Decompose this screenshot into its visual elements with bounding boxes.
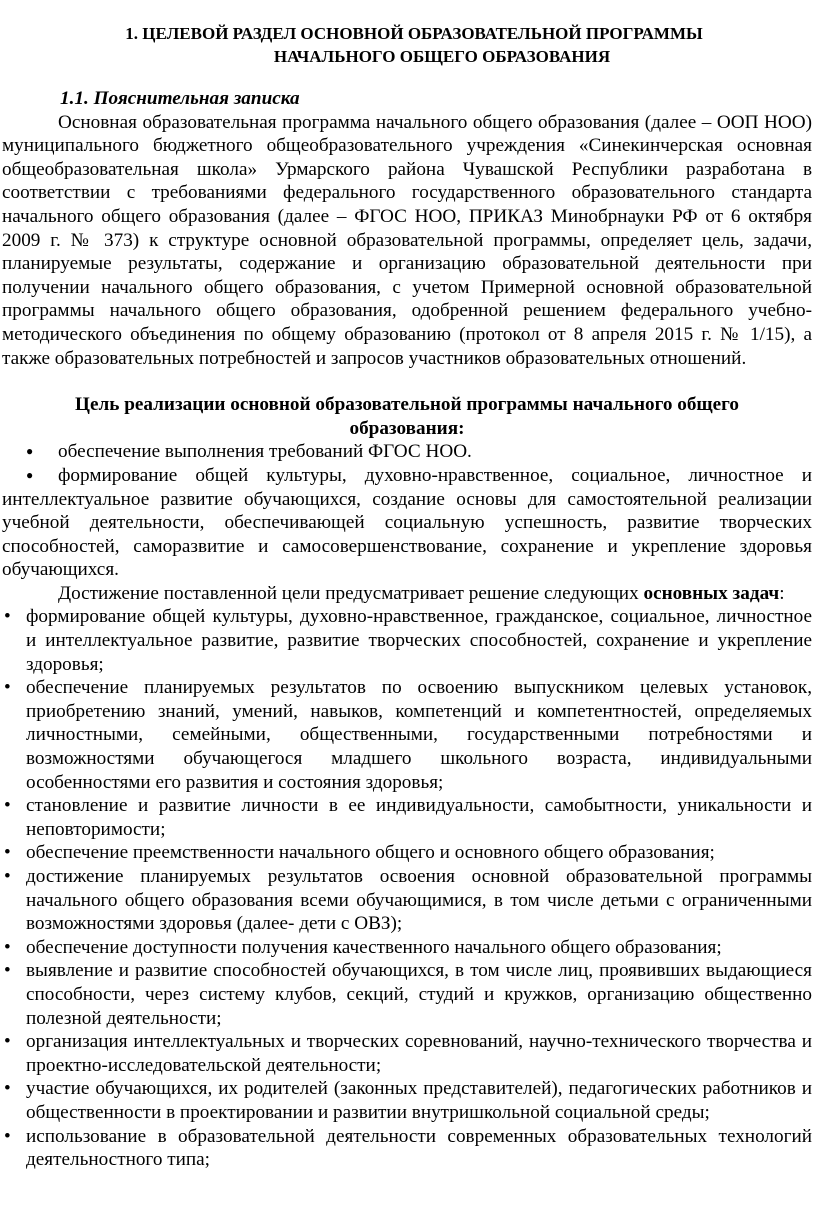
task-item-text: достижение планируемых результатов освоения основной образовательной программы начального общего образования всеми обучающимися, в том числе детьми с ограниченными возможностями здоровья (далее- дети с ОВЗ); (26, 866, 812, 935)
list-item (2, 794, 812, 841)
bullet-icon: • (4, 1125, 11, 1147)
goal-item-text: формирование общей культуры, духовно-нравственное, социальное, личностное и интеллектуальное развитие обучающихся, создание основы для самостоятельной реализации учебной деятельности, обеспечивающей социальную успешность, развитие творческих способностей, саморазвитие и самосовершенствование, сохранение и укрепление здоровья обучающихся. (2, 464, 812, 581)
list-item (2, 1030, 812, 1077)
list-item (2, 464, 812, 582)
goal-list (2, 440, 812, 582)
task-item-text: обеспечение доступности получения качественного начального общего образования; (26, 936, 722, 958)
list-item (2, 936, 812, 960)
list-item (2, 841, 812, 865)
task-item-text: организация интеллектуальных и творческих соревнований, научно-технического творчества и проектно-исследовательской деятельности; (26, 1031, 812, 1076)
task-item-text: обеспечение преемственности начального общего и основного общего образования; (26, 842, 715, 864)
section-title-line-1: 1. ЦЕЛЕВОЙ РАЗДЕЛ ОСНОВНОЙ ОБРАЗОВАТЕЛЬНОЙ ПРОГРАММЫ (125, 24, 703, 43)
bullet-icon: • (4, 960, 11, 982)
task-item-text: становление и развитие личности в ее индивидуальности, самобытности, уникальности и неповторимости; (26, 795, 812, 840)
bullet-icon: • (4, 1078, 11, 1100)
list-item (2, 1077, 812, 1124)
task-list (2, 605, 812, 1171)
bullet-icon: • (4, 842, 11, 864)
tasks-intro-bold: основных задач (643, 582, 780, 604)
task-item-text: участие обучающихся, их родителей (законных представителей), педагогических работников и общественности в проектировании и развитии внутришкольной социальной среды; (26, 1078, 812, 1123)
bullet-icon: • (4, 1031, 11, 1053)
task-item-text: формирование общей культуры, духовно-нравственное, гражданское, социальное, личностное и интеллектуальное развитие, развитие творческих способностей, сохранение и укрепление здоровья; (26, 606, 812, 675)
list-item (2, 605, 812, 676)
bullet-icon: ● (26, 444, 34, 459)
bullet-icon: • (4, 866, 11, 887)
bullet-icon: • (4, 677, 11, 699)
tasks-intro (2, 582, 812, 606)
task-item-text: выявление и развитие способностей обучающихся, в том числе лиц, проявивших выдающиеся способности, через систему клубов, секций, студий и кружков, организацию общественно полезной деятельности; (26, 960, 812, 1029)
tasks-intro-text: Достижение поставленной цели предусматривает решение следующих (58, 582, 644, 604)
bullet-icon: • (4, 606, 11, 628)
section-title-line-2: НАЧАЛЬНОГО ОБЩЕГО ОБРАЗОВАНИЯ (273, 47, 611, 66)
list-item (2, 1125, 812, 1172)
goal-item-text: обеспечение выполнения требований ФГОС НОО. (58, 441, 472, 463)
goal-heading: Цель реализации основной образовательной программы начального общего образования: (75, 394, 739, 439)
task-item-text: обеспечение планируемых результатов по освоению выпускником целевых установок, приобретению знаний, умений, навыков, компетенций и компетентностей, определяемых личностными, семейными, общественными, государственными потребностями и возможностями обучающегося младшего школьного возраста, индивидуальными особенностями его развития и состояния здоровья; (26, 677, 812, 793)
bullet-icon: • (4, 936, 11, 958)
list-item (2, 440, 812, 464)
intro-paragraph: Основная образовательная программа начального общего образования (далее – ООП НОО) муниципального бюджетного общеобразовательного учреждения «Синекинчерская основная общеобразовательная школа» Урмарского района Чувашской Республики разработана в соответствии с требованиями федерального государственного образовательного стандарта начального общего образования (далее – ФГОС НОО, ПРИКАЗ Минобрнауки РФ от 6 октября 2009 г. № 373) к структуре основной образовательной программы, определяет цель, задачи, планируемые результаты, содержание и организацию образовательной деятельности при получении начального общего образования, с учетом Примерной основной образовательной программы начального общего образования, одобренной решением федерального учебно-методического объединения по общему образованию (протокол от 8 апреля 2015 г. № 1/15), а также образовательных потребностей и запросов участников образовательных отношений. (2, 111, 812, 369)
list-item (2, 959, 812, 1030)
tasks-intro-end: : (779, 582, 785, 604)
list-item (2, 676, 812, 794)
task-item-text: использование в образовательной деятельности современных образовательных технологий деятельностного типа; (26, 1125, 812, 1171)
bullet-icon: • (4, 795, 11, 817)
list-item (2, 865, 812, 936)
bullet-icon: ● (26, 467, 34, 482)
subheading: 1.1. Пояснительная записка (60, 88, 300, 109)
